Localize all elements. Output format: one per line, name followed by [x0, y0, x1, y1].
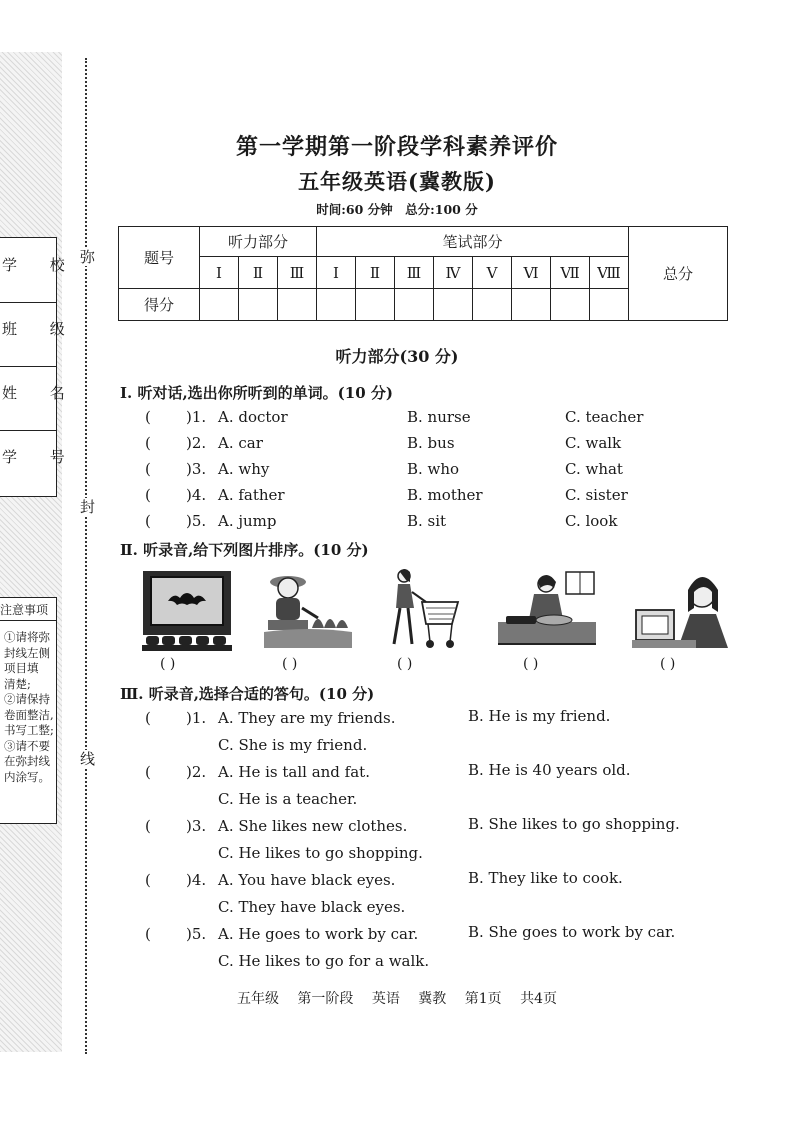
answer-paren[interactable]: ( — [145, 709, 151, 727]
answer-paren[interactable]: ( — [145, 871, 151, 889]
col-listening-1: Ⅰ — [200, 257, 239, 289]
col-writing-6: Ⅵ — [512, 257, 551, 289]
answer-paren[interactable]: ( — [145, 763, 151, 781]
option-c: C. sister — [565, 486, 628, 504]
notice-line: 书写工整; — [4, 723, 54, 737]
notice-line: 在弥封线 — [4, 754, 50, 768]
notice-line: 内涂写。 — [4, 769, 50, 784]
col-writing-5: Ⅴ — [473, 257, 512, 289]
option-b: B. They like to cook. — [468, 869, 623, 887]
computer-picture — [630, 570, 738, 652]
cooking-picture — [496, 570, 598, 652]
score-cell[interactable] — [356, 289, 395, 321]
option-c: C. He likes to go shopping. — [218, 844, 423, 862]
option-c: C. They have black eyes. — [218, 898, 406, 916]
score-cell[interactable] — [200, 289, 239, 321]
option-b: B. mother — [407, 486, 483, 504]
col-listening-2: Ⅱ — [239, 257, 278, 289]
notice-line: ①请将弥 — [4, 630, 50, 644]
seal-char-mi: 弥 — [80, 248, 96, 266]
question-number: )5. — [186, 512, 207, 530]
option-a: A. They are my friends. — [218, 709, 396, 727]
notice-title: 注意事项 — [0, 603, 49, 617]
question-number: )2. — [186, 763, 207, 781]
picture-answer-paren[interactable]: ( ) — [397, 656, 413, 672]
option-b: B. He is my friend. — [468, 707, 611, 725]
answer-paren[interactable]: ( — [145, 817, 151, 835]
school-field[interactable] — [0, 238, 79, 303]
notice-line: 清楚; — [4, 676, 31, 691]
total-header: 总分 — [629, 227, 728, 321]
score-table — [118, 226, 728, 321]
col-writing-4: Ⅳ — [434, 257, 473, 289]
writing-header: 笔试部分 — [317, 227, 629, 257]
option-a: A. father — [218, 486, 285, 504]
col-writing-7: Ⅶ — [551, 257, 590, 289]
notice-line: ③请不要 — [4, 738, 50, 753]
option-c: C. He is a teacher. — [218, 790, 358, 808]
question-number-header: 题号 — [119, 227, 200, 289]
notice-box — [0, 597, 57, 824]
listening-section-heading: 听力部分(30 分) — [335, 347, 459, 366]
score-cell[interactable] — [590, 289, 629, 321]
option-b: B. She likes to go shopping. — [468, 815, 680, 833]
answer-paren[interactable]: ( — [145, 486, 151, 504]
seal-char-feng: 封 — [80, 498, 96, 516]
option-a: A. He goes to work by car. — [218, 925, 419, 943]
option-c: C. She is my friend. — [218, 736, 368, 754]
notice-line: ②请保持 — [4, 692, 50, 706]
option-a: A. She likes new clothes. — [218, 817, 408, 835]
score-row-label: 得分 — [119, 289, 200, 321]
question-number: )1. — [186, 408, 207, 426]
option-c: C. look — [565, 512, 618, 530]
option-a: A. doctor — [218, 408, 288, 426]
option-a: A. car — [218, 434, 263, 452]
student-number-label: 学 号 — [2, 448, 79, 466]
school-label: 学 校 — [2, 256, 79, 274]
notice-line: 封线左侧 — [4, 645, 50, 660]
option-c: C. He likes to go for a walk. — [218, 952, 430, 970]
question-number: )1. — [186, 709, 207, 727]
col-listening-3: Ⅲ — [278, 257, 317, 289]
part3-title: Ⅲ. 听录音,选择合适的答句。(10 分) — [120, 685, 375, 703]
answer-paren[interactable]: ( — [145, 408, 151, 426]
question-number: )4. — [186, 871, 207, 889]
option-a: A. You have black eyes. — [218, 871, 396, 889]
question-number: )3. — [186, 817, 207, 835]
score-cell[interactable] — [317, 289, 356, 321]
question-number: )4. — [186, 486, 207, 504]
question-number: )3. — [186, 460, 207, 478]
option-a: A. jump — [218, 512, 277, 530]
option-b: B. who — [407, 460, 460, 478]
option-c: C. teacher — [565, 408, 644, 426]
score-cell[interactable] — [278, 289, 317, 321]
col-writing-1: Ⅰ — [317, 257, 356, 289]
class-label: 班 级 — [2, 320, 79, 338]
picture-answer-paren[interactable]: ( ) — [282, 656, 298, 672]
name-label: 姓 名 — [2, 384, 79, 402]
student-info-box — [0, 237, 79, 497]
part2-title: Ⅱ. 听录音,给下列图片排序。(10 分) — [120, 541, 369, 559]
option-a: A. why — [218, 460, 270, 478]
option-b: B. He is 40 years old. — [468, 761, 631, 779]
picture-answer-paren[interactable]: ( ) — [660, 656, 676, 672]
option-c: C. what — [565, 460, 623, 478]
question-number: )2. — [186, 434, 207, 452]
shopping-picture — [378, 568, 464, 652]
exam-subtitle: 五年级英语(冀教版) — [298, 169, 496, 194]
student-number-field[interactable] — [0, 430, 79, 494]
option-b: B. bus — [407, 434, 455, 452]
option-b: B. nurse — [407, 408, 471, 426]
picture-answer-paren[interactable]: ( ) — [160, 656, 176, 672]
answer-paren[interactable]: ( — [145, 460, 151, 478]
score-cell[interactable] — [434, 289, 473, 321]
time-info: 时间:60 分钟 总分:100 分 — [316, 202, 478, 217]
col-writing-2: Ⅱ — [356, 257, 395, 289]
score-cell[interactable] — [473, 289, 512, 321]
page-footer: 五年级 第一阶段 英语 冀教 第1页 共4页 — [236, 991, 558, 1007]
option-a: A. He is tall and fat. — [218, 763, 370, 781]
notice-divider — [0, 620, 56, 621]
answer-paren[interactable]: ( — [145, 434, 151, 452]
notice-line: 卷面整洁, — [4, 707, 54, 722]
answer-paren[interactable]: ( — [145, 925, 151, 943]
col-writing-8: Ⅷ — [590, 257, 629, 289]
exam-title: 第一学期第一阶段学科素养评价 — [235, 134, 558, 160]
name-field[interactable] — [0, 366, 79, 431]
answer-paren[interactable]: ( — [145, 512, 151, 530]
listening-header: 听力部分 — [200, 227, 317, 257]
col-writing-3: Ⅲ — [395, 257, 434, 289]
score-cell[interactable] — [512, 289, 551, 321]
picture-answer-paren[interactable]: ( ) — [523, 656, 539, 672]
option-b: B. She goes to work by car. — [468, 923, 676, 941]
gardening-picture — [262, 570, 354, 652]
score-cell[interactable] — [551, 289, 590, 321]
score-cell[interactable] — [395, 289, 434, 321]
seal-char-xian: 线 — [80, 750, 96, 768]
notice-line: 项目填 — [4, 661, 39, 675]
part1-title: Ⅰ. 听对话,选出你所听到的单词。(10 分) — [120, 384, 393, 402]
cinema-picture — [142, 570, 232, 652]
question-number: )5. — [186, 925, 207, 943]
option-c: C. walk — [565, 434, 622, 452]
score-cell[interactable] — [239, 289, 278, 321]
option-b: B. sit — [407, 512, 447, 530]
